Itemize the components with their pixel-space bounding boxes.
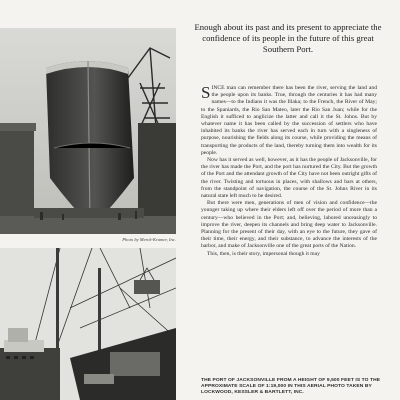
intro-heading: Enough about its past and its present to appreciate the confidence of its people in the future of this great Southern Port. [194,22,382,54]
body-paragraph: But there were men, generations of men of vision and confidence—the younger taking up where their elders left off over the period of more than a century—who believed in the Port; and, believing, labored unceasingly to improve the river, deepen its channels and bring deep water to Jacksonville. Planning for the present of their day, with an eye to the future, they gave of their time, their energy, and their substance, to advance the interests of the harbor, and make of Jacksonville one of the great ports of the Nation. [201,200,377,250]
body-paragraph: This, then, is their story, impersonal though it may [207,250,320,257]
body-paragraph: Now has it served as well, however, as it has the people of Jacksonville, for the river has made the Port, and the port has nurtured the City. But the growth of the Port and the attendant growth of the City have not been outright gifts of the river. Twisting and tortuous in places, with shallows and bars at others, from the standpoint of navigation, the course of the St. Johns River in its natural state left much to be desired. [201,157,377,200]
photo-credit: Photo by Merck-Kramer, Inc. [122,237,176,242]
body-paragraph: SINCE man can remember there has been the river, serving the land and the people upon its banks. True, through the centuries it has had many names—to the Indians it was the Illaka; to the French, the River of May; to the Spaniards, the Rio San Mateo, later the Rio San Juan; while for the English it sufficed to anglicize the latter and call it the St. Johns. But by whatever name it has been called by the succession of settlers who have inhabited its banks the river has served each in turn with a singleness of purpose, nourishing the fields along its course, while providing the means of transporting the products of the land, thereby turning them into wealth for its people. [201,83,377,156]
body-text [201,85,377,258]
ship-drydock-photo [0,28,176,234]
cargo-loading-photo [0,248,176,400]
drop-cap: S [201,83,211,102]
aerial-photo-caption: THE PORT OF JACKSONVILLE FROM A HEIGHT OF 9,500 FEET IS TO THE APPROXIMATE SCALE OF 1:19,000 IN THIS AERIAL PHOTO TAKEN BY LOCKWOOD, KESSLER & BARTLETT, INC. [201,378,381,396]
